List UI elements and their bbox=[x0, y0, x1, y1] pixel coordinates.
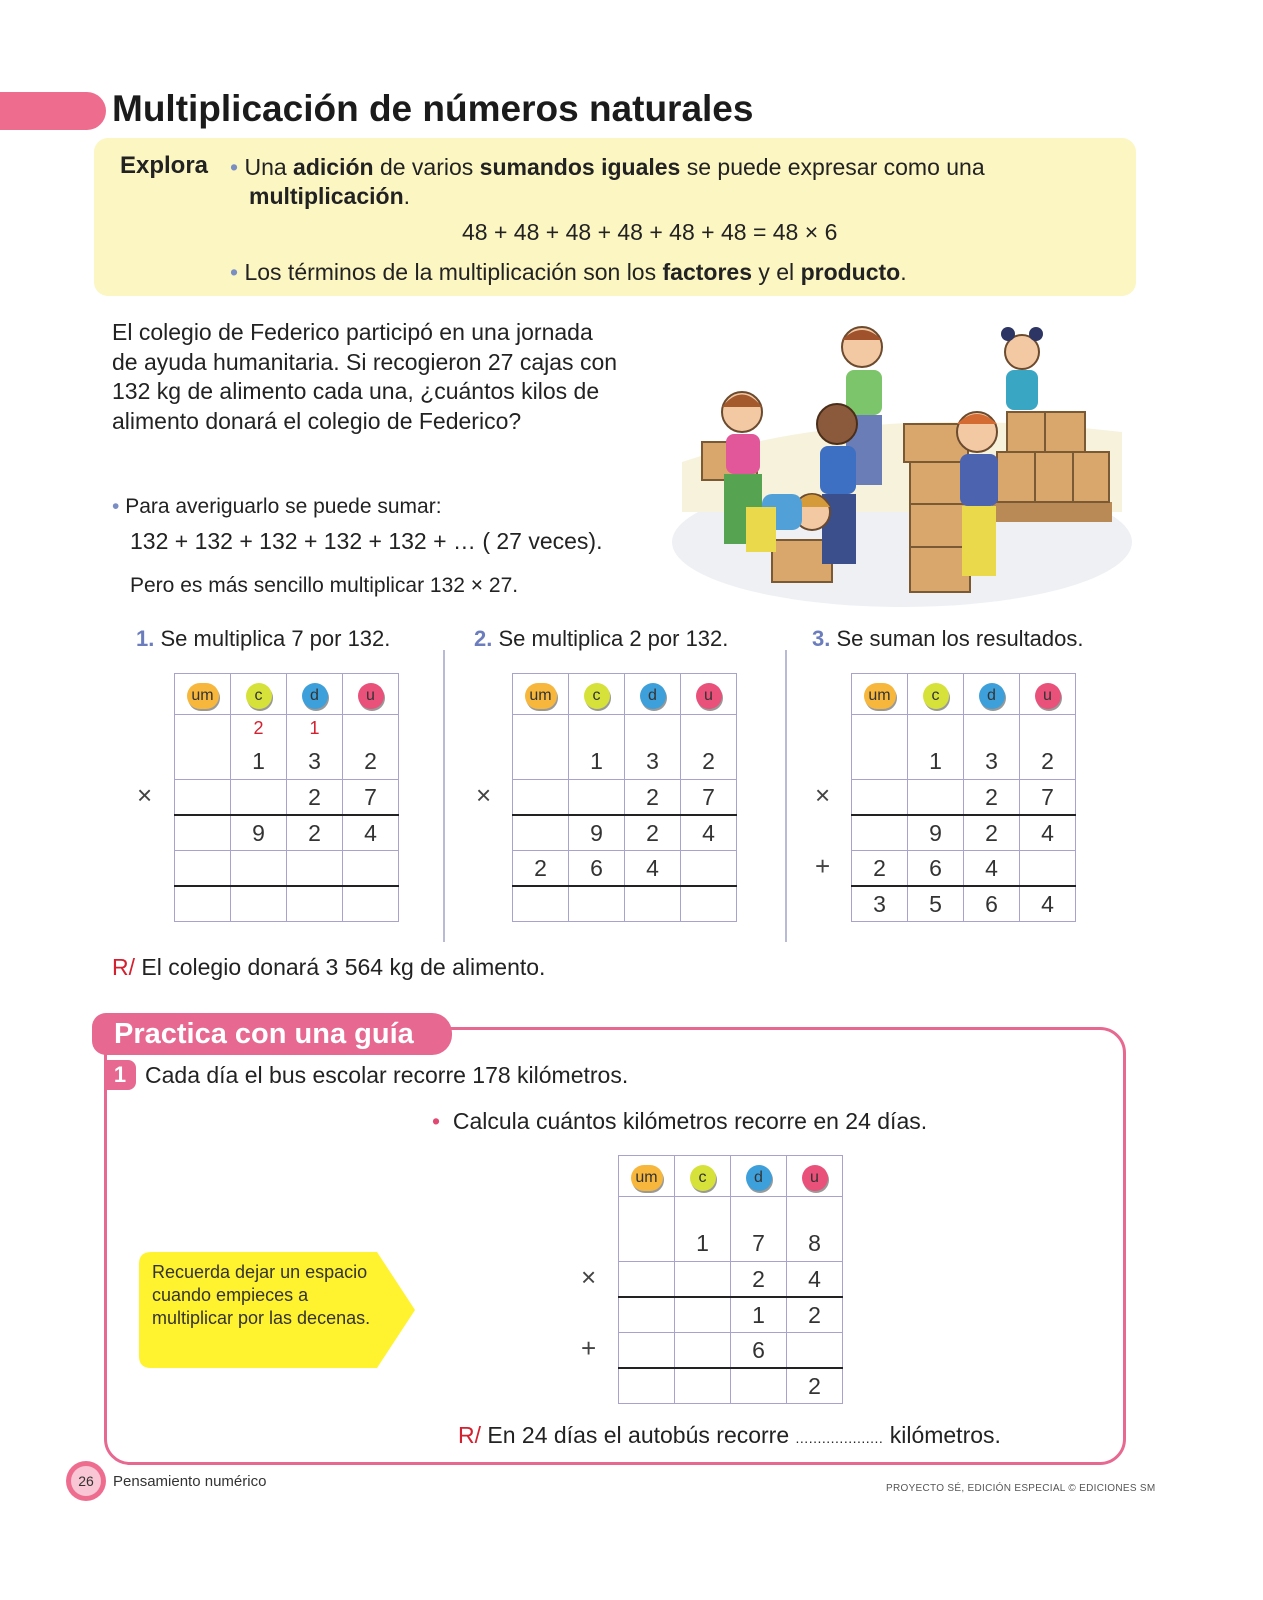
grid-cell bbox=[175, 780, 231, 816]
grid-cell[interactable]: 2 bbox=[787, 1368, 843, 1404]
grid-cell: 2 bbox=[964, 815, 1020, 851]
explora-label: Explora bbox=[120, 152, 209, 179]
explora-bullet-1: • Una adición de varios sumandos iguales se puede expresar como una bbox=[230, 154, 985, 180]
grid-cell bbox=[231, 780, 287, 816]
um-badge: um bbox=[864, 683, 896, 709]
grid-cell[interactable] bbox=[675, 1262, 731, 1298]
d-badge: d bbox=[979, 683, 1005, 709]
grid-cell bbox=[231, 851, 287, 887]
hint-line-3: Pero es más sencillo multiplicar 132 × 27. bbox=[130, 574, 519, 597]
grid-cell[interactable]: 7 bbox=[731, 1197, 787, 1262]
step-divider bbox=[443, 650, 445, 942]
answer-1: R/ El colegio donará 3 564 kg de alimento. bbox=[112, 954, 546, 980]
grid-cell: 4 bbox=[343, 815, 399, 851]
grid-cell: 1 3 bbox=[287, 715, 343, 780]
answer-2: R/ En 24 días el autobús recorre .................... kilómetros. bbox=[458, 1422, 1001, 1448]
u-badge: u bbox=[358, 683, 384, 709]
grid-cell[interactable]: 1 bbox=[675, 1197, 731, 1262]
bullet-icon: • bbox=[230, 154, 245, 180]
page-number: 26 bbox=[71, 1466, 101, 1496]
carry-digit: 2 bbox=[253, 718, 264, 738]
u-badge: u bbox=[1035, 683, 1061, 709]
grid-cell: 2 1 bbox=[231, 715, 287, 780]
practice-title: Practica con una guía bbox=[92, 1013, 452, 1055]
grid-cell[interactable]: 2 bbox=[731, 1262, 787, 1298]
explora-equation: 48 + 48 + 48 + 48 + 48 + 48 = 48 × 6 bbox=[462, 219, 838, 245]
explora-bullet-2: • Los términos de la multiplicación son los factores y el producto. bbox=[230, 259, 907, 285]
grid-cell: 4 bbox=[625, 851, 681, 887]
grid-cell[interactable]: 1 bbox=[731, 1297, 787, 1333]
grid-cell: 9 bbox=[908, 815, 964, 851]
grid-cell bbox=[513, 715, 569, 780]
grid-cell bbox=[569, 886, 625, 922]
grid-cell: 3 bbox=[625, 715, 681, 780]
page-title: Multiplicación de números naturales bbox=[112, 88, 754, 129]
grid-cell: 2 bbox=[343, 715, 399, 780]
d-badge: d bbox=[746, 1165, 772, 1191]
hint-line-1: • Para averiguarlo se puede sumar: bbox=[112, 495, 442, 518]
grid-cell bbox=[175, 815, 231, 851]
times-sign: × bbox=[137, 780, 153, 810]
hint-line-2: 132 + 132 + 132 + 132 + 132 + … ( 27 veces). bbox=[130, 528, 603, 554]
um-badge: um bbox=[187, 683, 219, 709]
grid-cell[interactable]: 8 bbox=[787, 1197, 843, 1262]
c-badge: c bbox=[923, 683, 949, 709]
grid-cell: 1 bbox=[569, 715, 625, 780]
um-badge: um bbox=[631, 1165, 663, 1191]
u-badge: u bbox=[802, 1165, 828, 1191]
grid-cell: 2 bbox=[513, 851, 569, 887]
tip-text: Recuerda dejar un espacio cuando empieces a multiplicar por las decenas. bbox=[152, 1262, 371, 1328]
grid-cell bbox=[625, 886, 681, 922]
grid-cell: 4 bbox=[964, 851, 1020, 887]
times-sign: × bbox=[581, 1262, 597, 1292]
grid-cell bbox=[513, 886, 569, 922]
grid-cell-highlight: 2 bbox=[625, 780, 681, 816]
grid-cell: 5 bbox=[908, 886, 964, 922]
carry-digit: 1 bbox=[309, 718, 320, 738]
plus-sign: + bbox=[815, 851, 831, 881]
grid-cell bbox=[513, 780, 569, 816]
grid-cell: 2 bbox=[964, 780, 1020, 816]
grid-cell[interactable] bbox=[619, 1333, 675, 1369]
footer-section: Pensamiento numérico bbox=[113, 1473, 267, 1490]
grid-cell bbox=[175, 715, 231, 780]
grid-cell bbox=[569, 780, 625, 816]
grid-cell[interactable] bbox=[619, 1297, 675, 1333]
step-divider bbox=[785, 650, 787, 942]
grid-cell bbox=[513, 815, 569, 851]
grid-cell[interactable] bbox=[619, 1262, 675, 1298]
u-badge: u bbox=[696, 683, 722, 709]
step-3-grid bbox=[851, 673, 1076, 922]
grid-cell: 1 bbox=[908, 715, 964, 780]
grid-cell bbox=[175, 851, 231, 887]
footer-credit: PROYECTO SÉ, EDICIÓN ESPECIAL © EDICIONES SM bbox=[886, 1483, 1156, 1494]
grid-cell bbox=[287, 851, 343, 887]
grid-cell[interactable] bbox=[675, 1368, 731, 1404]
grid-cell: 6 bbox=[908, 851, 964, 887]
grid-cell[interactable] bbox=[619, 1197, 675, 1262]
grid-cell[interactable]: 2 bbox=[787, 1297, 843, 1333]
grid-cell: 3 bbox=[852, 886, 908, 922]
c-badge: c bbox=[690, 1165, 716, 1191]
step-2-grid bbox=[512, 673, 737, 922]
grid-cell: 2 bbox=[287, 815, 343, 851]
times-sign: × bbox=[476, 780, 492, 810]
grid-cell: 4 bbox=[1020, 815, 1076, 851]
um-badge: um bbox=[525, 683, 557, 709]
grid-cell: 2 bbox=[1020, 715, 1076, 780]
children-boxes-illustration bbox=[662, 312, 1132, 612]
exercise-instruction: • Calcula cuántos kilómetros recorre en 24 días. bbox=[432, 1108, 928, 1134]
bullet-icon: • bbox=[230, 259, 245, 285]
d-badge: d bbox=[302, 683, 328, 709]
grid-cell bbox=[681, 886, 737, 922]
practice-grid bbox=[618, 1155, 843, 1404]
grid-cell: 9 bbox=[569, 815, 625, 851]
grid-cell-highlight: 7 bbox=[343, 780, 399, 816]
grid-cell: 2 bbox=[625, 815, 681, 851]
grid-cell: 7 bbox=[681, 780, 737, 816]
grid-cell: 6 bbox=[964, 886, 1020, 922]
exercise-text: Cada día el bus escolar recorre 178 kilómetros. bbox=[145, 1062, 629, 1088]
grid-cell: 4 bbox=[1020, 886, 1076, 922]
d-badge: d bbox=[640, 683, 666, 709]
times-sign: × bbox=[815, 780, 831, 810]
grid-cell: 9 bbox=[231, 815, 287, 851]
grid-cell bbox=[287, 886, 343, 922]
grid-cell bbox=[852, 780, 908, 816]
grid-cell[interactable]: 4 bbox=[787, 1262, 843, 1298]
grid-cell[interactable] bbox=[675, 1297, 731, 1333]
grid-cell[interactable] bbox=[619, 1368, 675, 1404]
grid-cell: 2 bbox=[287, 780, 343, 816]
c-badge: c bbox=[246, 683, 272, 709]
grid-cell[interactable] bbox=[731, 1368, 787, 1404]
grid-cell bbox=[175, 886, 231, 922]
bullet-icon: • bbox=[432, 1108, 453, 1134]
grid-cell[interactable] bbox=[675, 1333, 731, 1369]
grid-cell bbox=[343, 886, 399, 922]
grid-cell bbox=[852, 715, 908, 780]
explora-bullet-1-cont: multiplicación. bbox=[249, 183, 411, 209]
grid-cell bbox=[1020, 851, 1076, 887]
grid-cell[interactable] bbox=[787, 1333, 843, 1369]
step-1-grid bbox=[174, 673, 399, 922]
step-1-title: 1. Se multiplica 7 por 132. bbox=[136, 626, 391, 651]
grid-cell: 6 bbox=[569, 851, 625, 887]
step-2-title: 2. Se multiplica 2 por 132. bbox=[474, 626, 729, 651]
exercise-number: 1 bbox=[104, 1060, 136, 1090]
grid-cell: 7 bbox=[1020, 780, 1076, 816]
grid-cell[interactable]: 6 bbox=[731, 1333, 787, 1369]
grid-cell bbox=[231, 886, 287, 922]
grid-cell: 3 bbox=[964, 715, 1020, 780]
grid-cell bbox=[343, 851, 399, 887]
title-accent-bar bbox=[0, 92, 106, 130]
step-3-title: 3. Se suman los resultados. bbox=[812, 626, 1084, 651]
practice-box bbox=[104, 1027, 1126, 1465]
grid-cell bbox=[681, 851, 737, 887]
grid-cell: 4 bbox=[681, 815, 737, 851]
grid-cell: 2 bbox=[681, 715, 737, 780]
answer-blank[interactable]: .................... bbox=[795, 1430, 884, 1446]
problem-text: El colegio de Federico participó en una jornada de ayuda humanitaria. Si recogieron 27 cajas con 132 kg de alimento cada una, ¿cuántos kilos de alimento donará el colegio de Federico? bbox=[112, 319, 618, 434]
grid-cell bbox=[908, 780, 964, 816]
plus-sign: + bbox=[581, 1333, 597, 1363]
grid-cell bbox=[852, 815, 908, 851]
grid-cell: 2 bbox=[852, 851, 908, 887]
c-badge: c bbox=[584, 683, 610, 709]
